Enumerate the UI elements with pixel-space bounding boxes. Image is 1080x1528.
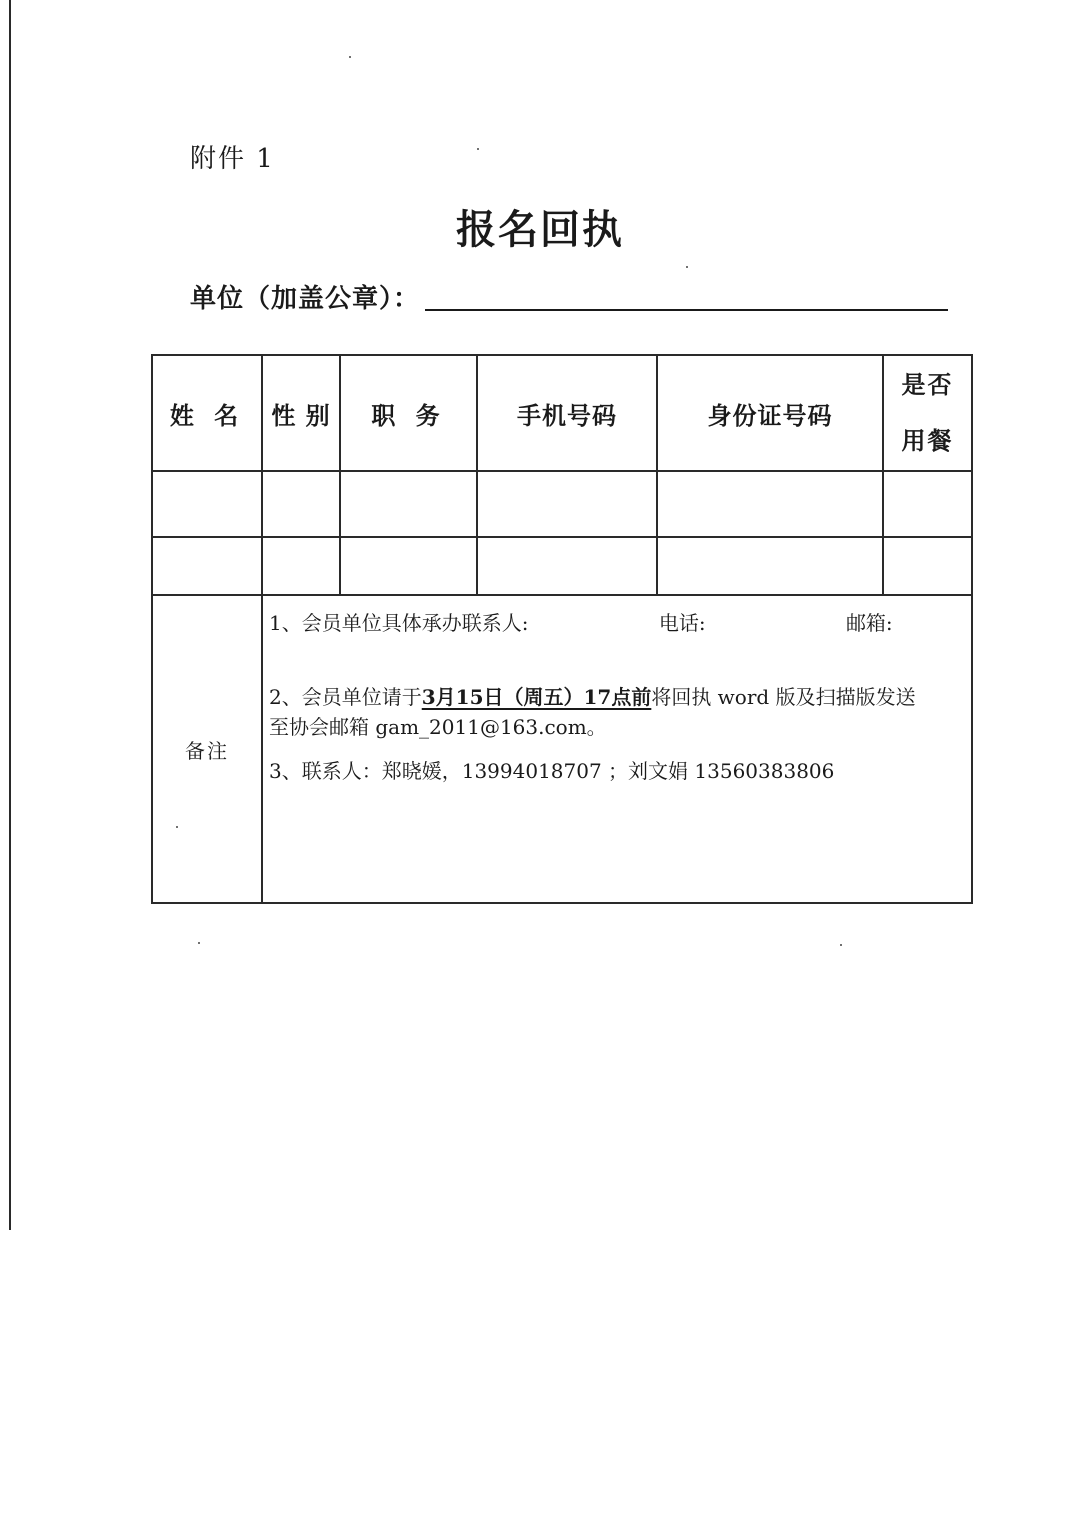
header-mobile: 手机号码	[477, 355, 657, 471]
note-item-2-prefix: 2、会员单位请于	[269, 685, 422, 709]
note-contact-label: 1、会员单位具体承办联系人:	[269, 611, 529, 635]
cell-id-number[interactable]	[657, 471, 883, 537]
note-item-2-suffix: 将回执 word 版及扫描版发送	[651, 685, 916, 709]
cell-name[interactable]	[152, 471, 262, 537]
cell-gender[interactable]	[262, 537, 340, 595]
unit-fill-line	[425, 309, 948, 311]
cell-name[interactable]	[152, 537, 262, 595]
notes-cell	[262, 595, 972, 903]
note-deadline: 3月15日（周五）17点前	[421, 685, 652, 709]
cell-meal[interactable]	[883, 537, 972, 595]
header-row	[152, 355, 972, 471]
cell-gender[interactable]	[262, 471, 340, 537]
scan-speck	[176, 826, 178, 828]
table-row	[152, 537, 972, 595]
header-meal-line1: 是否	[901, 370, 954, 399]
scan-speck	[349, 56, 351, 58]
header-meal-text	[902, 357, 954, 469]
note-item-1	[269, 608, 967, 638]
note-tel-label: 电话:	[658, 611, 706, 635]
scan-speck	[477, 148, 479, 150]
note-item-3: 3、联系人：郑晓媛，13994018707 ；刘文娟 13560383806	[269, 759, 835, 783]
attachment-label: 附件 1	[190, 144, 275, 174]
cell-position[interactable]	[340, 537, 477, 595]
note-item-2	[269, 682, 967, 712]
scan-edge-line	[9, 0, 11, 1230]
cell-mobile[interactable]	[477, 537, 657, 595]
document-title: 报名回执	[456, 206, 624, 253]
header-gender: 性 别	[262, 355, 340, 471]
header-meal	[883, 355, 972, 471]
cell-id-number[interactable]	[657, 537, 883, 595]
note-item-2-line2: 至协会邮箱 gam_2011@163.com。	[269, 715, 607, 739]
header-position: 职 务	[340, 355, 477, 471]
header-meal-line2: 用餐	[901, 426, 954, 455]
scan-speck	[840, 944, 842, 946]
notes-row	[152, 595, 972, 903]
header-id-number: 身份证号码	[657, 355, 883, 471]
cell-meal[interactable]	[883, 471, 972, 537]
scan-speck	[686, 266, 688, 268]
scan-speck	[198, 942, 200, 944]
registration-table	[151, 354, 973, 904]
header-name: 姓 名	[152, 355, 262, 471]
cell-position[interactable]	[340, 471, 477, 537]
note-email-label: 邮箱:	[845, 611, 893, 635]
unit-label: 单位（加盖公章）：	[190, 284, 421, 314]
cell-mobile[interactable]	[477, 471, 657, 537]
table-row	[152, 471, 972, 537]
notes-label: 备注	[152, 595, 262, 903]
